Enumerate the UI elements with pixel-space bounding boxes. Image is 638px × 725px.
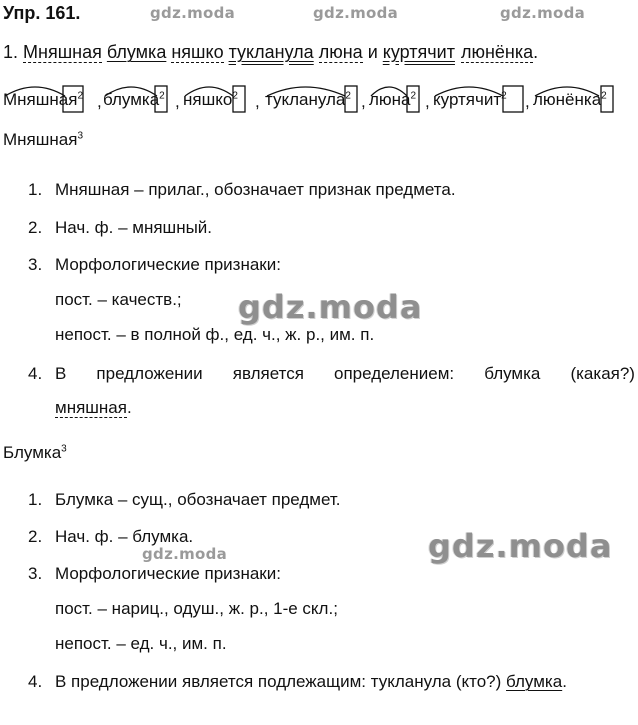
list-item: пост. – нариц., одуш., ж. р., 1-е скл.; [55,599,338,618]
list-item: непост. – в полной ф., ед. ч., ж. р., им. п. [55,325,375,344]
list-item: пост. – качеств.; [55,290,182,309]
root-arc-icon [103,80,173,120]
list-item: 2. Нач. ф. – мняшный. [28,218,213,237]
list-item: 2. Нач. ф. – блумка. [28,527,194,546]
watermark: gdz.moda [142,545,228,563]
sentence-word: и [367,42,378,62]
justified-line: В предложении является определением: блумка (какая?) [55,364,635,383]
sentence-word: блумка [106,42,167,62]
list-item: 1. Блумка – сущ., обозначает предмет. [28,490,341,509]
sentence-word: Мняшная [23,42,102,62]
sentence-word: куртячит [382,42,455,62]
watermark: gdz.moda [428,527,613,565]
list-item: 1. Мняшная – прилаг., обозначает признак предмета. [28,180,456,199]
list-item: 3. Морфологические признаки: [28,564,281,583]
root-arc-icon [369,80,429,120]
morpheme-row: Мняшная$^2$ , блумка$^2$ , няшко$^2$ , тукланула$^2$ , люна$^2$ , куртячит$^2$ , люнёнка$^2$ [3,86,635,120]
root-arc-icon [533,80,623,120]
morpheme-word: Мняшная$^2$ [3,90,83,110]
watermark: gdz.moda [238,288,423,326]
morpheme-word: няшко$^2$ [183,90,238,110]
watermark: gdz.moda [313,4,399,22]
root-arc-icon [183,80,253,120]
watermark: gdz.moda [500,4,586,22]
root-arc-icon [433,80,533,120]
morpheme-word: люна$^2$ [369,90,416,110]
morpheme-word: тукланула$^2$ [265,90,351,110]
list-item: 4. В предложении является подлежащим: тукланула (кто?) блумка. [28,672,567,691]
section-heading: Мняшная$^3$ [3,130,84,149]
sentence-end: . [533,42,539,62]
watermark: gdz.moda [150,4,236,22]
root-arc-icon [3,80,91,120]
sentence-word: тукланула [228,42,314,62]
sentence-number: 1. [3,42,19,62]
morpheme-word: куртячит$^2$ [433,90,507,110]
list-item-continuation: мняшная. [55,398,132,417]
sentence-word: люна [318,42,363,62]
section-heading: Блумка$^3$ [3,443,67,462]
exercise-title: Упр. 161. [3,3,81,23]
morpheme-word: блумка$^2$ [103,90,165,110]
list-item: непост. – ед. ч., им. п. [55,634,227,653]
list-item: 3. Морфологические признаки: [28,255,281,274]
sentence-word: няшко [171,42,224,62]
list-item: 4. В предложении является определением: блумка (какая?) [28,364,635,383]
sentence [3,42,538,63]
sentence-word: люнёнка [460,42,534,62]
morpheme-word: люнёнка$^2$ [533,90,607,110]
root-arc-icon [265,80,361,120]
